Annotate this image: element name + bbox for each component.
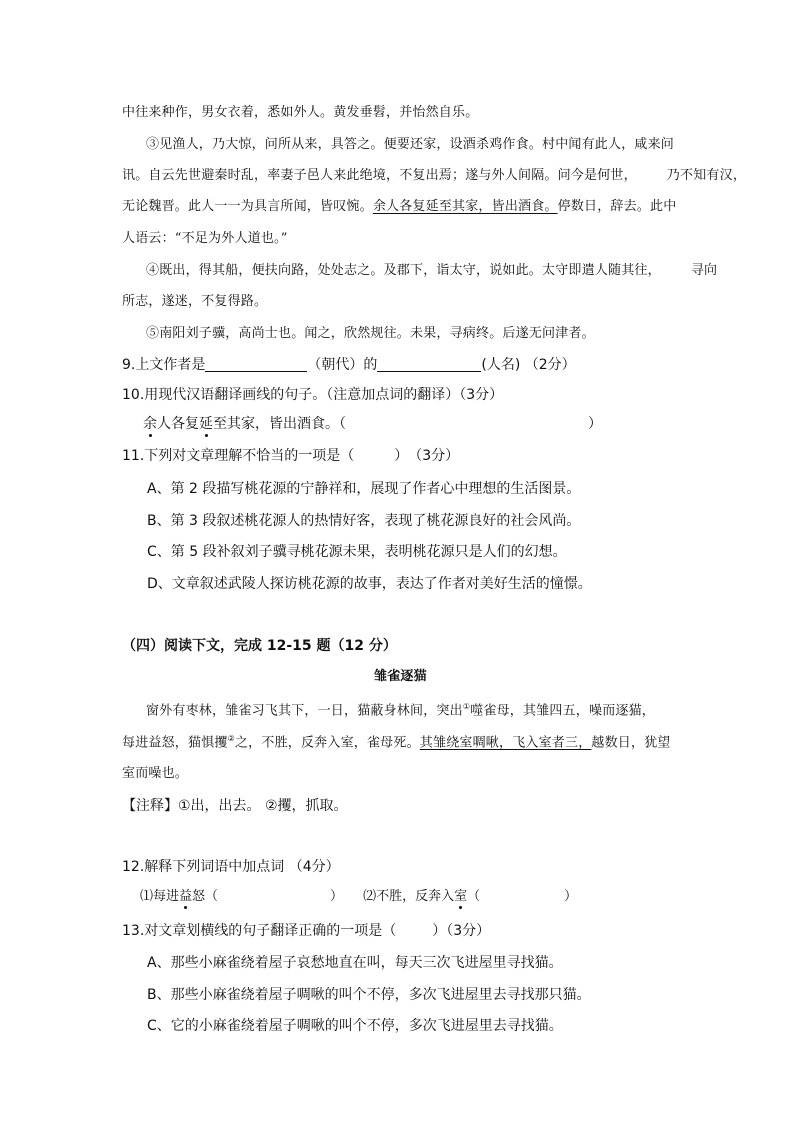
- q9-text-b: （朝代）的: [307, 357, 378, 373]
- q10-text-4: 至其家，皆出酒食。（: [213, 416, 346, 432]
- s4-underlined-sentence: 其雏绕室啁啾，飞入室者三，: [419, 735, 592, 751]
- q12-item-2-close: ）: [564, 889, 578, 904]
- section-4-note: 【注释】①出，出去。 ②攫，抓取。: [122, 798, 348, 814]
- q11-option-a: A、第 2 段描写桃花源的宁静祥和，展现了作者心中理想的生活图景。: [147, 481, 581, 497]
- passage-line-7: 所志，遂迷，不复得路。: [122, 294, 268, 309]
- q13-stem-text: 13.对文章划横线的句子翻译正确的一项是（: [122, 923, 397, 939]
- q11-option-c: C、第 5 段补叙刘子骥寻桃花源未果，表明桃花源只是人们的幻想。: [147, 544, 567, 560]
- q12-item-1-close: ）: [330, 889, 344, 904]
- q12-item-2-a: ⑵不胜，反奔入: [363, 889, 455, 904]
- passage-line-3-text: 讯。自云先世避秦时乱，率妻子邑人来此绝境，不复出焉；遂与外人间隔。问今是何世，: [122, 168, 637, 183]
- question-9: [122, 357, 576, 372]
- passage-line-6-end: 寻向: [690, 263, 718, 278]
- passage-line-4: [122, 200, 676, 213]
- q12-item-1-b: 怒（: [192, 889, 219, 904]
- q10-dotted-char-1: 余: [143, 416, 157, 432]
- question-12-stem: 12.解释下列词语中加点词 （4分）: [122, 859, 340, 875]
- q11-stem-text: 11.下列对文章理解不恰当的一项是（: [122, 448, 355, 464]
- q9-text-a: 9.上文作者是: [122, 357, 206, 373]
- passage-line-5: 人语云：“不足为外人道也。”: [122, 231, 288, 246]
- s4-line-1-b: 噬雀母，其雏四五，噪而逐猫，: [470, 703, 655, 719]
- s4-footnote-2-marker: ②: [227, 734, 235, 743]
- question-10-sentence: [143, 417, 602, 431]
- q11-option-d: D、文章叙述武陵人探访桃花源的故事，表达了作者对美好生活的憧憬。: [147, 576, 592, 592]
- question-10-stem: 10.用现代汉语翻译画线的句子。（注意加点词的翻译）（3分）: [122, 387, 504, 403]
- s4-line-1-a: 窗外有枣林，雏雀习飞其下，一日，猫蔽身林间，突出: [146, 703, 463, 719]
- passage-line-3: [122, 169, 746, 182]
- q13-option-b: B、那些小麻雀绕着屋子啁啾的叫个不停，多次飞进屋里去寻找那只猫。: [147, 987, 591, 1003]
- s4-line-2-c: 越数日，犹望: [591, 735, 671, 751]
- section-4-title: 雏雀逐猫: [374, 669, 427, 684]
- passage-line-2: ③见渔人，乃大惊，问所从来，具答之。便要还家，设酒杀鸡作食。村中闻有此人，咸来问: [146, 137, 675, 152]
- q13-option-a: A、那些小麻雀绕着屋子哀愁地直在叫，每天三次飞进屋里寻找猫。: [147, 955, 563, 971]
- passage-line-1: 中往来种作，男女衣着，悉如外人。黄发垂髫，并怡然自乐。: [122, 105, 479, 120]
- s4-line-2-a: 每进益怒，猫惧攫: [122, 735, 228, 751]
- passage-line-4-start: 无论魏晋。此人一一为具言所闻，皆叹惋。: [122, 199, 373, 214]
- q12-item-2-b: （: [467, 889, 481, 904]
- section-4-line-3: 室而噪也。: [122, 766, 189, 781]
- q13-stem-end: ）（3分）: [432, 923, 491, 939]
- q11-option-b: B、第 3 段叙述桃花源人的热情好客，表现了桃花源良好的社会风尚。: [147, 513, 581, 529]
- q10-dotted-char-2: 延: [199, 416, 213, 432]
- q12-item-1-a: ⑴每进: [140, 889, 180, 904]
- q11-stem-end: ） （3分）: [394, 448, 460, 464]
- passage-line-8: ⑤南阳刘子骥，高尚士也。闻之，欣然规往。未果，寻病终。后遂无问津者。: [146, 326, 595, 341]
- q13-option-c: C、它的小麻雀绕着屋子啁啾的叫个不停，多次飞进屋里去寻找猫。: [147, 1018, 563, 1034]
- passage-line-4-end: 停数日，辞去。此中: [557, 199, 677, 214]
- question-13-stem: [122, 924, 490, 938]
- passage-line-6-text: ④既出，得其船，便扶向路，处处志之。及郡下，诣太守，说如此。太守即遣人随其往，: [146, 263, 661, 278]
- q9-text-c: (人名) （2分）: [481, 357, 576, 373]
- underlined-sentence: 余人各复延至其家，皆出酒食。: [372, 199, 558, 214]
- q9-author-blank[interactable]: [377, 357, 481, 372]
- q10-text-2: 人各复: [157, 416, 199, 432]
- q12-item-1-dotted: 益: [179, 889, 193, 904]
- q12-item-2-dotted: 室: [454, 889, 468, 904]
- section-4-line-1: [146, 703, 655, 717]
- q9-dynasty-blank[interactable]: [205, 357, 307, 372]
- passage-line-3-end: 乃不知有汉，: [666, 168, 747, 183]
- passage-line-6: [146, 264, 717, 277]
- section-4-line-2: [122, 735, 671, 749]
- q10-close-paren: ）: [588, 416, 602, 432]
- question-11-stem: [122, 449, 459, 463]
- question-12-items: [140, 890, 577, 903]
- s4-footnote-1-marker: ①: [462, 702, 471, 711]
- section-4-heading: （四）阅读下文，完成 12-15 题（12 分）: [122, 638, 397, 654]
- s4-line-2-b: 之，不胜，反奔入室，雀母死。: [234, 735, 420, 751]
